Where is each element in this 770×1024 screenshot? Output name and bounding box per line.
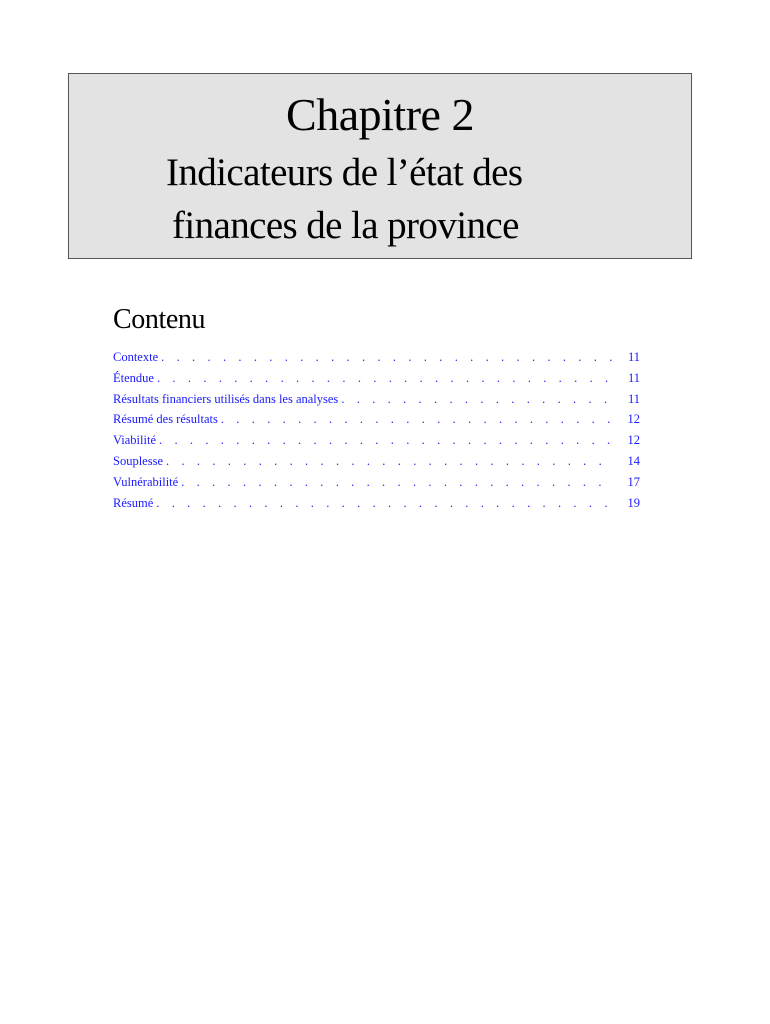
toc-item-label: Résultats financiers utilisés dans les analyses bbox=[113, 391, 339, 406]
toc-item-page: 17 bbox=[627, 474, 640, 489]
toc-item-page: 12 bbox=[627, 412, 640, 427]
chapter-title-line-1: Indicateurs de l’état des bbox=[166, 151, 523, 194]
toc-item-etendue[interactable] bbox=[113, 368, 640, 389]
toc-item-label: Viabilité bbox=[113, 433, 156, 448]
toc-item-resume[interactable] bbox=[113, 493, 640, 514]
toc-dot-leader bbox=[159, 430, 614, 451]
toc-item-label: Résumé des résultats bbox=[113, 412, 218, 427]
toc-item-vulnerabilite[interactable] bbox=[113, 472, 640, 493]
toc-item-resume-des-resultats[interactable] bbox=[113, 409, 640, 430]
toc-item-page: 14 bbox=[627, 453, 640, 468]
toc-item-viabilite[interactable] bbox=[113, 430, 640, 451]
toc-dot-leader bbox=[221, 409, 614, 430]
toc-item-page: 11 bbox=[627, 391, 640, 406]
toc-item-label: Étendue bbox=[113, 370, 154, 385]
toc-dot-leader bbox=[181, 472, 614, 493]
toc-dot-leader bbox=[341, 389, 614, 410]
toc-item-page: 12 bbox=[627, 433, 640, 448]
toc-item-page: 11 bbox=[627, 350, 640, 364]
table-of-contents bbox=[113, 347, 640, 513]
toc-item-page: 19 bbox=[627, 495, 640, 510]
toc-dot-leader bbox=[166, 451, 614, 472]
toc-dot-leader bbox=[157, 368, 614, 389]
chapter-title bbox=[166, 146, 626, 252]
chapter-number: Chapitre 2 bbox=[286, 89, 474, 140]
chapter-title-line-2: finances de la province bbox=[172, 204, 519, 247]
toc-item-label: Résumé bbox=[113, 495, 154, 510]
toc-item-label: Contexte bbox=[113, 350, 159, 364]
chapter-header-box bbox=[68, 73, 692, 259]
toc-item-contexte[interactable] bbox=[113, 347, 640, 368]
toc-item-resultats-financiers[interactable] bbox=[113, 389, 640, 410]
toc-item-label: Vulnérabilité bbox=[113, 474, 179, 489]
contents-heading: Contenu bbox=[113, 304, 206, 335]
toc-item-page: 11 bbox=[627, 370, 640, 385]
toc-dot-leader bbox=[156, 493, 614, 514]
toc-dot-leader bbox=[161, 347, 614, 368]
toc-item-label: Souplesse bbox=[113, 453, 163, 468]
toc-item-souplesse[interactable] bbox=[113, 451, 640, 472]
